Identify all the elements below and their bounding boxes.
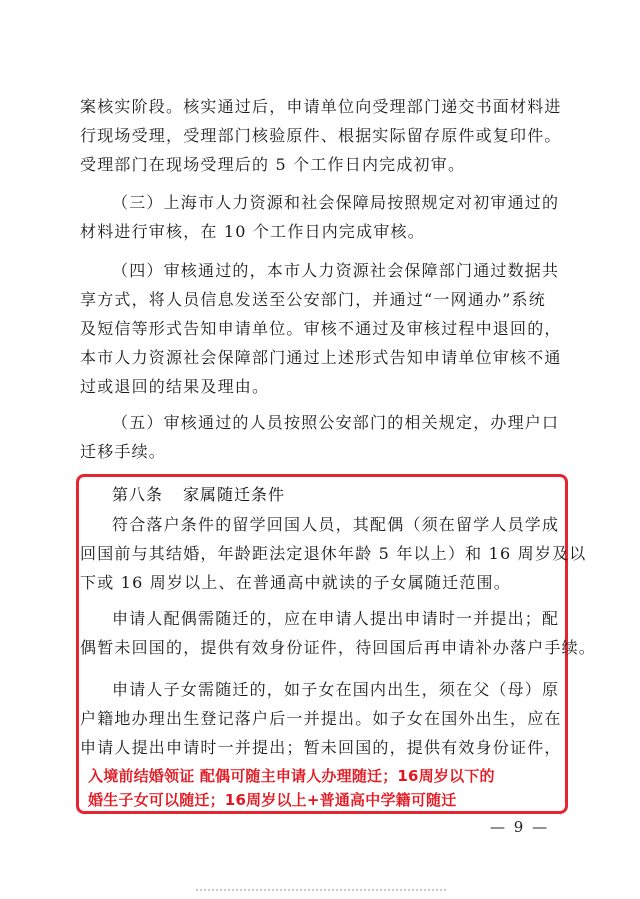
text-line: 符合落户条件的留学回国人员，其配偶（须在留学人员学成 (112, 515, 560, 534)
article-paragraph-3 (80, 675, 580, 762)
text-line: 偶暂未回国的，提供有效身份证件，待回国后再申请补办落户手续。 (80, 638, 597, 657)
annotation-line-1: 入境前结婚领证 配偶可随主申请人办理随迁；16周岁以下的 (88, 767, 495, 785)
article-paragraph-2 (80, 604, 597, 662)
bottom-divider (196, 889, 446, 893)
article-heading (112, 480, 285, 509)
text-line: 本市人力资源社会保障部门通过上述形式告知申请单位审核不通 (80, 348, 562, 367)
paragraph-1 (80, 92, 580, 179)
text-line: 过或退回的结果及理由。 (80, 377, 270, 396)
text-line: 及短信等形式告知申请单位。审核不通过及审核过程中退回的， (80, 319, 562, 338)
text-line: 申请人子女需随迁的，如子女在国内出生，须在父（母）原 (112, 680, 560, 699)
text-line: （五）审核通过的人员按照公安部门的相关规定，办理户口 (112, 413, 560, 432)
article-title: 家属随迁条件 (183, 485, 286, 504)
text-line: （四）审核通过的，本市人力资源社会保障部门通过数据共 (112, 261, 560, 280)
text-line: 材料进行审核，在 10 个工作日内完成审核。 (80, 222, 425, 241)
article-number: 第八条 (112, 485, 164, 504)
paragraph-3 (80, 256, 580, 401)
text-line: （三）上海市人力资源和社会保障局按照规定对初审通过的 (112, 193, 560, 212)
annotation (88, 764, 558, 812)
text-line: 申请人配偶需随迁的，应在申请人提出申请时一并提出；配 (112, 609, 560, 628)
text-line: 案核实阶段。核实通过后，申请单位向受理部门递交书面材料进 (80, 97, 562, 116)
text-line: 户籍地办理出生登记落户后一并提出。如子女在国外出生，应在 (80, 709, 562, 728)
text-line: 回国前与其结婚，年龄距法定退休年龄 5 年以上）和 16 周岁及以 (80, 544, 587, 563)
annotation-line-2: 婚生子女可以随迁；16周岁以上+普通高中学籍可随迁 (88, 791, 457, 809)
article-paragraph-1 (80, 510, 587, 597)
text-line: 迁移手续。 (80, 442, 167, 461)
text-line: 享方式，将人员信息发送至公安部门，并通过“一网通办”系统 (80, 290, 546, 309)
text-line: 受理部门在现场受理后的 5 个工作日内完成初审。 (80, 155, 466, 174)
paragraph-4 (80, 408, 580, 466)
text-line: 行现场受理，受理部门核验原件、根据实际留存原件或复印件。 (80, 126, 562, 145)
page-number: — 9 — (490, 818, 550, 836)
text-line: 申请人提出申请时一并提出；暂未回国的，提供有效身份证件， (80, 738, 562, 757)
text-line: 下或 16 周岁以上、在普通高中就读的子女属随迁范围。 (80, 573, 511, 592)
paragraph-2 (80, 188, 580, 246)
